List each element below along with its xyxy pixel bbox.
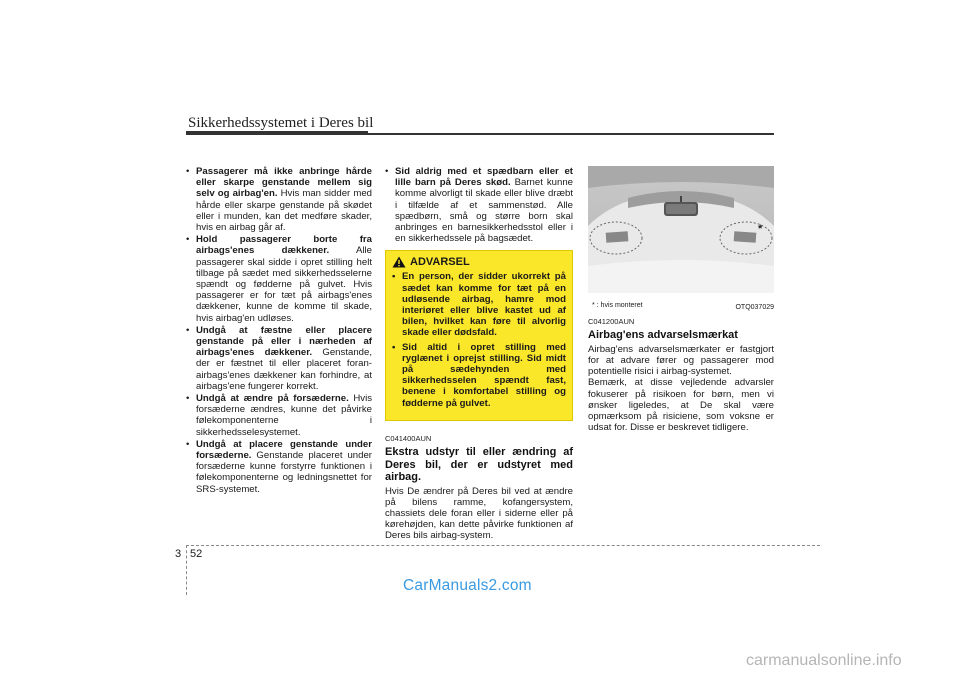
section-code: C041200AUN	[588, 317, 635, 326]
section-body: Airbag'ens advarselsmærkater er fastgjort for at advare fører og passagerer mod potentielle risici i airbag-systemet.	[588, 343, 774, 378]
list-item: • Passagerer må ikke anbringe hårde eller skarpe genstande mellem sig selv og airbag'en. Hvis man sidder med hårde eller skarpe genstande på skødet eller i munden, kan det medføre skader, hvis en airbag går af.	[186, 166, 372, 233]
list-item: • Undgå at fæstne eller placere genstande på eller i nærheden af airbags'enes dækkener. Genstande, der er fæstnet til eller placeret foran-airbags'enes dækkener kan forhindre, at airbags'ene fungerer korrekt.	[186, 325, 372, 392]
list-item: • Undgå at ændre på forsæderne. Hvis forsæderne ændres, kunne det påvirke følekomponenterne i sikkerhedsselesystemet.	[186, 393, 372, 438]
column-3	[588, 166, 774, 433]
warning-list	[392, 271, 566, 408]
list-item: • Sid altid i opret stilling med ryglænet i oprejst stilling. Sid midt på sædehynden med sikkerhedsselen spændt fast, benene i komfortabel stilling og fødderne på gulvet.	[392, 342, 566, 409]
col2-bullet-list	[385, 166, 573, 244]
figure-caption	[588, 293, 774, 312]
col1-bullet-list	[186, 166, 372, 495]
warning-box	[385, 250, 573, 420]
column-2	[385, 166, 573, 542]
section-code: C041400AUN	[385, 433, 432, 443]
warning-triangle-icon	[392, 256, 406, 268]
airbag-label-figure	[588, 166, 774, 312]
figure-note: * : hvis monteret	[592, 302, 643, 309]
list-item: • Undgå at placere genstande under forsæderne. Genstande placeret under forsæderne kunne forstyrre funktionen i følekomponenterne og ledningsnettet for SRS-systemet.	[186, 439, 372, 495]
warning-title: ADVARSEL	[410, 255, 470, 268]
page-header-title: Sikkerhedssystemet i Deres bil	[188, 115, 374, 131]
list-item: • Sid aldrig med et spædbarn eller et lille barn på Deres skød. Barnet kunne komme alvorligt til skade eller blive dræbt i tilfælde af et sammenstød. Alle spædbørn, små og større born skal anbringes en barnesikkerhedsstol eller i en sikkerhedssele på bagsædet.	[385, 166, 573, 244]
figure-asterisk: *	[758, 223, 763, 235]
figure-code: OTQ037029	[735, 304, 774, 311]
warning-header	[392, 256, 566, 268]
list-item: • Hold passagerer borte fra airbags'enes dækkener. Alle passagerer skal sidde i opret stilling helt tilbage på sædet med sikkerhedsselerne spændt og fødderne på gulvet. Hvis passagerer er for tæt på airbags'enes dækkener, kunne de komme til skade, hvis airbag'en udløses.	[186, 234, 372, 324]
section-body: Bemærk, at disse vejledende advarsler fokuserer på risikoen for børn, men vi ønsker ligeledes, at De skal være opmærksom på risiciene, som voksne er udsat for. Disse er beskrevet tidligere.	[588, 377, 774, 434]
watermark-link[interactable]: CarManuals2.com	[403, 577, 532, 594]
site-watermark: carmanualsonline.info	[746, 652, 902, 669]
car-interior-image	[588, 166, 774, 293]
footer-rule	[186, 545, 820, 546]
list-item: • En person, der sidder ukorrekt på sædet kan komme for tæt på en udløsende airbag, hamre mod interiøret eller blive kastet ud af bilen, hvilket kan føre til alvorlig skade eller dødsfald.	[392, 271, 566, 338]
section-title: Ekstra udstyr til eller ændring af Deres bil, der er udstyret med airbag.	[385, 446, 573, 484]
page-number: 52	[190, 548, 203, 560]
section-title: Airbag'ens advarselsmærkat	[588, 329, 738, 342]
section-body: Hvis De ændrer på Deres bil ved at ændre på bilens ramme, kofangersystem, chassiets dele foran eller i siderne eller på kørehøjden, kan dette påvirke funktionen af Deres bils airbag-system.	[385, 485, 573, 542]
header-rule	[186, 133, 774, 135]
chapter-number: 3	[175, 548, 182, 560]
column-1	[186, 166, 372, 496]
footer-vertical-rule	[186, 545, 187, 595]
